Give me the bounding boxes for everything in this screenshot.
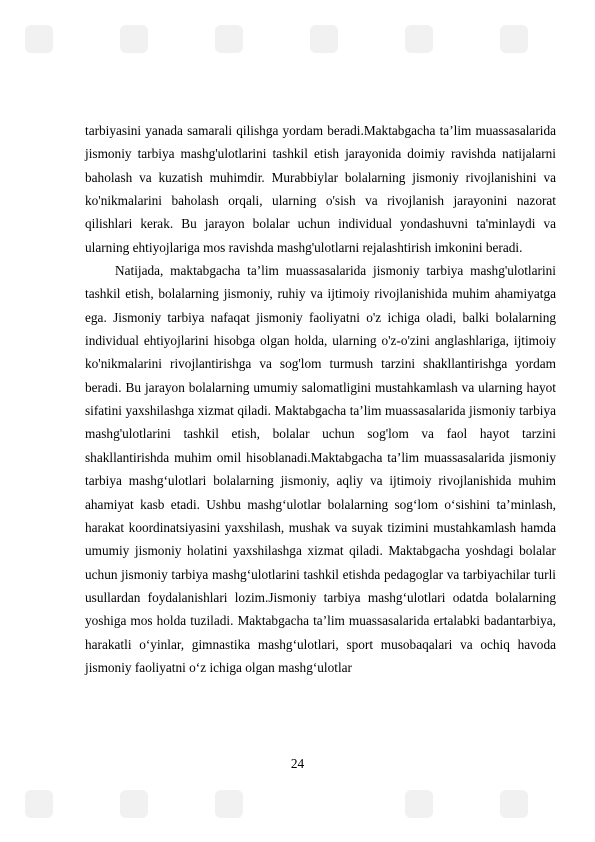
document-body [85,119,556,679]
page-number: 24 [290,756,305,771]
paragraph-2: Natijada, maktabgacha ta’lim muassasalarida jismoniy tarbiya mashg'ulotlarini tashkil etish, bolalarning jismoniy, ruhiy va ijtimoiy rivojlanishida muhim ahamiyatga ega. Jismoniy tarbiya nafaqat jismoniy faoliyatni o'z ichiga oladi, balki bolalarning individual ehtiyojlarini hisobga olgan holda, ularning o'z-o'zini anglashlariga, ijtimoiy ko'nikmalarini rivojlantirishga va sog'lom turmush tarzini shakllantirishga yordam beradi. Bu jarayon bolalarning umumiy salomatligini mustahkamlash va ularning hayot sifatini yaxshilashga xizmat qiladi. Maktabgacha ta’lim muassasalarida jismoniy tarbiya mashg'ulotlarini tashkil etish, bolalar uchun sog'lom va faol hayot tarzini shakllantirishda muhim omil hisoblanadi.Maktabgacha ta’lim muassasalarida jismoniy tarbiya mashg‘ulotlari bolalarning jismoniy, aqliy va ijtimoiy rivojlanishida muhim ahamiyat kasb etadi. Ushbu mashg‘ulotlar bolalarning sog‘lom o‘sishini ta’minlash, harakat koordinatsiyasini yaxshilash, mushak va suyak tizimini mustahkamlash hamda umumiy jismoniy holatini yaxshilashga xizmat qiladi. Maktabgacha yoshdagi bolalar uchun jismoniy tarbiya mashg‘ulotlarini tashkil etishda pedagoglar va tarbiyachilar turli usullardan foydalanishlari lozim.Jismoniy tarbiya mashg‘ulotlari odatda bolalarning yoshiga mos holda tuziladi. Maktabgacha ta’lim muassasalarida ertalabki badantarbiya, harakatli o‘yinlar, gimnastika mashg‘ulotlari, sport musobaqalari va ochiq havoda jismoniy faoliyatni o‘z ichiga olgan mashg‘ulotlar [85,263,556,675]
paragraph-1: tarbiyasini yanada samarali qilishga yordam beradi.Maktabgacha ta’lim muassasalarida jismoniy tarbiya mashg'ulotlarini tashkil etish jarayonida doimiy ravishda natijalarni baholash va kuzatish muhimdir. Murabbiylar bolalarning jismoniy rivojlanishini va ko'nikmalarini baholash orqali, ularning o'sish va rivojlanish jarayonini nazorat qilishlari kerak. Bu jarayon bolalar uchun individual yondashuvni ta'minlaydi va ularning ehtiyojlariga mos ravishda mashg'ulotlarni rejalashtirish imkonini beradi. [85,123,556,255]
